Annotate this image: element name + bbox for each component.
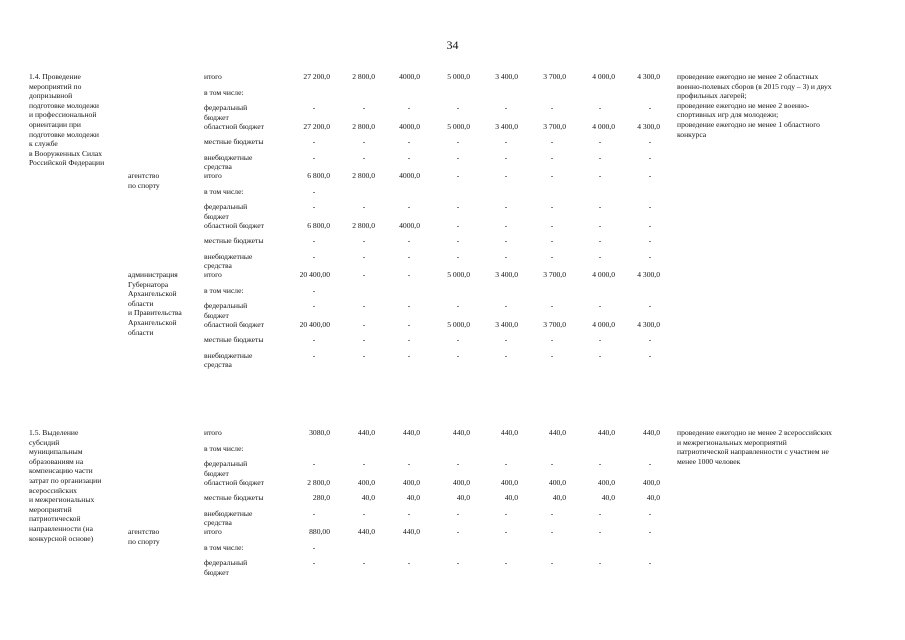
- activity-title-line: мероприятий: [29, 504, 72, 514]
- table-cell-value: -: [550, 459, 554, 468]
- funding-source-label: федеральный: [204, 301, 248, 310]
- table-cell-value: -: [312, 152, 316, 162]
- table-cell-value: 20 400,00: [299, 319, 330, 329]
- table-cell-value: 40,0: [406, 493, 420, 502]
- expected-result-line: проведение ежегодно не менее 2 областных: [677, 72, 819, 81]
- page-number: 34: [446, 38, 459, 52]
- table-cell-value: -: [648, 301, 652, 310]
- activity-title-line: подготовке молодежи: [29, 100, 99, 110]
- table-cell-value: -: [312, 335, 316, 344]
- table-cell-value: 2 800,0: [352, 121, 375, 131]
- table-cell-value: -: [648, 335, 652, 344]
- table-cell-value: 3 400,0: [495, 72, 518, 81]
- table-cell-value: -: [407, 319, 411, 329]
- funding-source-label: внебюджетные: [204, 350, 253, 360]
- table-cell-value: 440,0: [597, 428, 615, 437]
- table-cell-value: -: [648, 527, 652, 536]
- table-cell-value: -: [456, 251, 460, 261]
- table-cell-value: 4 000,0: [592, 270, 615, 279]
- funding-source-label: итого: [204, 527, 222, 536]
- table-cell-value: 440,0: [357, 428, 375, 437]
- funding-source-label: итого: [204, 72, 222, 81]
- table-cell-value: -: [312, 459, 316, 468]
- table-cell-value: -: [598, 335, 602, 344]
- table-cell-value: -: [648, 220, 652, 230]
- table-cell-value: -: [362, 236, 366, 245]
- table-cell-value: 3 400,0: [495, 270, 518, 279]
- table-cell-value: -: [407, 236, 411, 245]
- table-cell-value: -: [550, 202, 554, 211]
- table-cell-value: 6 800,0: [307, 220, 330, 230]
- table-cell-value: -: [407, 558, 411, 567]
- activity-title-line: ориентации при: [29, 120, 81, 129]
- table-cell-value: -: [550, 103, 554, 112]
- table-cell-value: -: [407, 459, 411, 468]
- expected-result-line: проведение ежегодно не менее 1 областного: [677, 120, 820, 129]
- funding-source-label: федеральный: [204, 558, 248, 567]
- table-cell-value: -: [550, 236, 554, 245]
- table-cell-value: -: [456, 508, 460, 518]
- table-cell-value: 4 000,0: [592, 72, 615, 81]
- table-cell-value: 40,0: [456, 493, 470, 502]
- funding-source-label: средства: [204, 518, 232, 528]
- table-cell-value: -: [456, 459, 460, 468]
- executor-line: по спорту: [128, 180, 160, 190]
- funding-source-label: бюджет: [204, 310, 229, 320]
- table-cell-value: -: [456, 558, 460, 567]
- funding-source-label: бюджет: [204, 112, 229, 122]
- funding-source-label: в том числе:: [204, 443, 244, 453]
- table-cell-value: 3 700,0: [543, 270, 566, 279]
- table-cell-value: -: [362, 251, 366, 261]
- table-cell-value: -: [504, 220, 508, 230]
- table-cell-value: -: [598, 220, 602, 230]
- table-cell-value: -: [407, 335, 411, 344]
- table-cell-value: -: [550, 508, 554, 518]
- expected-result-line: военно-полевых сборов (в 2015 году – 3) и двух: [677, 81, 832, 91]
- executor-line: агентство: [128, 171, 160, 180]
- table-cell-value: -: [504, 558, 508, 567]
- table-cell-value: -: [504, 202, 508, 211]
- table-cell-value: 40,0: [646, 493, 660, 502]
- activity-title-line: 1.5. Выделение: [29, 428, 79, 437]
- table-cell-value: -: [407, 508, 411, 518]
- executor-line: области: [128, 298, 154, 308]
- table-cell-value: -: [312, 542, 316, 552]
- funding-source-label: областной бюджет: [204, 319, 264, 329]
- table-cell-value: -: [550, 301, 554, 310]
- funding-source-label: итого: [204, 270, 222, 279]
- table-cell-value: -: [550, 350, 554, 360]
- table-cell-value: 40,0: [504, 493, 518, 502]
- table-cell-value: -: [550, 137, 554, 146]
- table-cell-value: -: [407, 137, 411, 146]
- table-cell-value: 4 300,0: [637, 270, 660, 279]
- funding-source-label: в том числе:: [204, 285, 244, 295]
- table-cell-value: 40,0: [552, 493, 566, 502]
- expected-result-line: менее 1000 человек: [677, 456, 741, 466]
- table-cell-value: 880,00: [309, 527, 330, 536]
- table-cell-value: -: [312, 202, 316, 211]
- expected-result-line: проведение ежегодно не менее 2 военно-: [677, 100, 810, 110]
- table-cell-value: -: [648, 152, 652, 162]
- table-cell-value: -: [456, 350, 460, 360]
- table-cell-value: -: [648, 103, 652, 112]
- funding-source-label: местные бюджеты: [204, 236, 264, 245]
- table-cell-value: 40,0: [361, 493, 375, 502]
- table-cell-value: -: [362, 152, 366, 162]
- table-cell-value: 4 000,0: [592, 319, 615, 329]
- table-cell-value: 27 200,0: [303, 121, 330, 131]
- funding-source-label: внебюджетные: [204, 251, 253, 261]
- table-cell-value: -: [648, 236, 652, 245]
- table-cell-value: 4000,0: [399, 171, 420, 180]
- table-cell-value: 400,0: [500, 477, 518, 487]
- table-cell-value: -: [648, 171, 652, 180]
- funding-source-label: бюджет: [204, 567, 229, 577]
- table-cell-value: 4000,0: [399, 121, 420, 131]
- table-cell-value: -: [407, 152, 411, 162]
- table-cell-value: -: [598, 152, 602, 162]
- executor-line: по спорту: [128, 536, 160, 546]
- expected-result-line: спортивных игр для молодежи;: [677, 110, 779, 120]
- table-cell-value: 3 700,0: [543, 121, 566, 131]
- activity-title-line: в Вооруженных Силах: [29, 148, 103, 158]
- executor-line: Губернатора: [128, 279, 169, 289]
- table-cell-value: -: [312, 251, 316, 261]
- table-cell-value: -: [362, 202, 366, 211]
- table-cell-value: -: [550, 220, 554, 230]
- activity-title-line: к службе: [29, 139, 58, 149]
- table-cell-value: -: [598, 527, 602, 536]
- table-cell-value: 400,0: [402, 477, 420, 487]
- table-cell-value: 3 700,0: [543, 319, 566, 329]
- table-cell-value: 5 000,0: [447, 270, 470, 279]
- table-cell-value: -: [598, 508, 602, 518]
- table-cell-value: -: [504, 236, 508, 245]
- table-cell-value: -: [598, 103, 602, 112]
- table-cell-value: -: [456, 137, 460, 146]
- executor-line: агентство: [128, 527, 160, 536]
- table-cell-value: -: [407, 251, 411, 261]
- table-cell-value: 4 000,0: [592, 121, 615, 131]
- table-cell-value: 4000,0: [399, 72, 420, 81]
- table-cell-value: -: [504, 137, 508, 146]
- table-cell-value: -: [504, 508, 508, 518]
- executor-line: и Правительства: [128, 308, 182, 318]
- table-cell-value: -: [550, 171, 554, 180]
- activity-title-line: образованиям на: [29, 456, 84, 466]
- table-cell-value: -: [504, 152, 508, 162]
- funding-source-label: средства: [204, 360, 232, 370]
- table-cell-value: -: [362, 459, 366, 468]
- table-cell-value: -: [598, 459, 602, 468]
- funding-source-label: федеральный: [204, 202, 248, 211]
- table-cell-value: 4000,0: [399, 220, 420, 230]
- table-cell-value: 280,0: [312, 493, 330, 502]
- table-cell-value: -: [456, 103, 460, 112]
- funding-source-label: итого: [204, 428, 222, 437]
- table-cell-value: -: [456, 527, 460, 536]
- table-cell-value: -: [598, 350, 602, 360]
- table-cell-value: -: [312, 350, 316, 360]
- table-cell-value: 400,0: [548, 477, 566, 487]
- activity-title-line: муниципальным: [29, 447, 83, 457]
- table-cell-value: 440,0: [402, 428, 420, 437]
- activity-title-line: всероссийских: [29, 485, 77, 495]
- table-cell-value: -: [648, 558, 652, 567]
- funding-source-label: средства: [204, 162, 232, 172]
- table-cell-value: -: [407, 103, 411, 112]
- table-cell-value: -: [504, 171, 508, 180]
- table-cell-value: 40,0: [601, 493, 615, 502]
- table-cell-value: -: [504, 335, 508, 344]
- activity-title-line: допризывной: [29, 91, 73, 101]
- table-cell-value: 440,0: [548, 428, 566, 437]
- table-cell-value: -: [312, 137, 316, 146]
- table-cell-value: -: [362, 301, 366, 310]
- table-cell-value: -: [456, 202, 460, 211]
- table-cell-value: -: [362, 270, 366, 279]
- table-cell-value: 5 000,0: [447, 319, 470, 329]
- executor-line: Архангельской: [128, 289, 177, 299]
- table-cell-value: 27 200,0: [303, 72, 330, 81]
- funding-source-label: бюджет: [204, 468, 229, 478]
- expected-result-line: конкурса: [677, 129, 707, 139]
- funding-source-label: в том числе:: [204, 542, 244, 552]
- table-cell-value: 6 800,0: [307, 171, 330, 180]
- funding-source-label: бюджет: [204, 211, 229, 221]
- executor-line: Архангельской: [128, 318, 177, 327]
- activity-title-line: 1.4. Проведение: [29, 72, 81, 81]
- table-cell-value: -: [550, 251, 554, 261]
- funding-source-label: местные бюджеты: [204, 493, 264, 502]
- funding-source-label: областной бюджет: [204, 220, 264, 230]
- table-cell-value: -: [504, 527, 508, 536]
- expected-result-line: и межрегиональных мероприятий: [677, 437, 787, 447]
- activity-title-line: и межрегиональных: [29, 495, 95, 505]
- activity-title-line: направленности (на: [29, 524, 93, 533]
- expected-result-line: патриотической направленности с участием не: [677, 447, 829, 457]
- table-cell-value: -: [362, 137, 366, 146]
- table-cell-value: -: [407, 350, 411, 360]
- table-cell-value: -: [598, 251, 602, 261]
- funding-source-label: итого: [204, 171, 222, 180]
- table-cell-value: 3 400,0: [495, 121, 518, 131]
- expected-result-line: профильных лагерей;: [677, 91, 747, 101]
- table-cell-value: -: [550, 527, 554, 536]
- table-cell-value: -: [456, 220, 460, 230]
- table-cell-value: 2 800,0: [352, 72, 375, 81]
- table-cell-value: -: [598, 558, 602, 567]
- table-cell-value: 4 300,0: [637, 121, 660, 131]
- table-cell-value: -: [312, 236, 316, 245]
- table-cell-value: 440,0: [642, 428, 660, 437]
- table-cell-value: -: [312, 301, 316, 310]
- table-cell-value: -: [504, 350, 508, 360]
- table-cell-value: -: [362, 350, 366, 360]
- funding-source-label: областной бюджет: [204, 121, 264, 131]
- funding-source-label: областной бюджет: [204, 477, 264, 487]
- table-cell-value: -: [550, 558, 554, 567]
- table-cell-value: -: [598, 202, 602, 211]
- table-cell-value: 440,0: [452, 428, 470, 437]
- table-cell-value: -: [598, 171, 602, 180]
- table-cell-value: 3080,0: [309, 428, 330, 437]
- activity-title-line: конкурсной основе): [29, 533, 94, 543]
- table-cell-value: -: [504, 459, 508, 468]
- table-cell-value: -: [312, 508, 316, 518]
- table-cell-value: -: [598, 236, 602, 245]
- table-cell-value: -: [504, 103, 508, 112]
- table-cell-value: -: [407, 301, 411, 310]
- table-cell-value: -: [456, 236, 460, 245]
- table-cell-value: -: [312, 186, 316, 196]
- funding-source-label: федеральный: [204, 459, 248, 468]
- table-cell-value: 440,0: [500, 428, 518, 437]
- table-cell-value: 400,0: [452, 477, 470, 487]
- executor-line: области: [128, 327, 154, 337]
- table-cell-value: -: [312, 558, 316, 567]
- activity-title-line: подготовке молодежи: [29, 129, 99, 139]
- table-cell-value: -: [598, 137, 602, 146]
- expected-result-line: проведение ежегодно не менее 2 всероссийских: [677, 428, 832, 437]
- table-cell-value: -: [312, 103, 316, 112]
- table-cell-value: 440,0: [402, 527, 420, 536]
- activity-title-line: и профессиональной: [29, 110, 97, 120]
- funding-source-label: в том числе:: [204, 87, 244, 97]
- activity-title-line: компенсацию части: [29, 466, 93, 476]
- funding-source-label: местные бюджеты: [204, 137, 264, 146]
- funding-source-label: внебюджетные: [204, 152, 253, 162]
- table-cell-value: -: [456, 152, 460, 162]
- table-cell-value: -: [456, 301, 460, 310]
- table-cell-value: -: [362, 103, 366, 112]
- table-cell-value: -: [362, 508, 366, 518]
- table-cell-value: 4 300,0: [637, 72, 660, 81]
- table-cell-value: 440,0: [357, 527, 375, 536]
- table-cell-value: 5 000,0: [447, 72, 470, 81]
- funding-source-label: внебюджетные: [204, 508, 253, 518]
- table-cell-value: -: [598, 301, 602, 310]
- table-cell-value: -: [407, 270, 411, 279]
- table-cell-value: -: [648, 508, 652, 518]
- table-cell-value: -: [407, 202, 411, 211]
- table-cell-value: -: [648, 251, 652, 261]
- funding-source-label: в том числе:: [204, 186, 244, 196]
- activity-title-line: мероприятий по: [29, 81, 82, 91]
- table-cell-value: -: [504, 251, 508, 261]
- table-cell-value: 5 000,0: [447, 121, 470, 131]
- table-cell-value: -: [648, 350, 652, 360]
- table-cell-value: -: [362, 319, 366, 329]
- activity-title-line: субсидий: [29, 437, 60, 447]
- table-cell-value: 2 800,0: [307, 477, 330, 487]
- funding-source-label: местные бюджеты: [204, 335, 264, 344]
- executor-line: администрация: [128, 270, 178, 279]
- table-cell-value: 2 800,0: [352, 171, 375, 180]
- activity-title-line: патриотической: [29, 514, 81, 524]
- table-cell-value: 3 700,0: [543, 72, 566, 81]
- table-cell-value: 400,0: [642, 477, 660, 487]
- table-cell-value: -: [362, 558, 366, 567]
- activity-title-line: Российской Федерации: [29, 158, 105, 168]
- activity-title-line: затрат по организации: [29, 476, 102, 485]
- table-cell-value: -: [648, 137, 652, 146]
- funding-source-label: федеральный: [204, 103, 248, 112]
- table-cell-value: -: [456, 171, 460, 180]
- table-cell-value: 400,0: [357, 477, 375, 487]
- table-cell-value: -: [550, 152, 554, 162]
- table-cell-value: -: [362, 335, 366, 344]
- funding-source-label: средства: [204, 261, 232, 271]
- table-cell-value: -: [648, 459, 652, 468]
- table-cell-value: 400,0: [597, 477, 615, 487]
- table-cell-value: -: [312, 285, 316, 295]
- table-cell-value: -: [504, 301, 508, 310]
- table-cell-value: 4 300,0: [637, 319, 660, 329]
- table-cell-value: 3 400,0: [495, 319, 518, 329]
- table-cell-value: 2 800,0: [352, 220, 375, 230]
- table-cell-value: -: [550, 335, 554, 344]
- table-cell-value: 20 400,00: [299, 270, 330, 279]
- table-cell-value: -: [648, 202, 652, 211]
- table-cell-value: -: [456, 335, 460, 344]
